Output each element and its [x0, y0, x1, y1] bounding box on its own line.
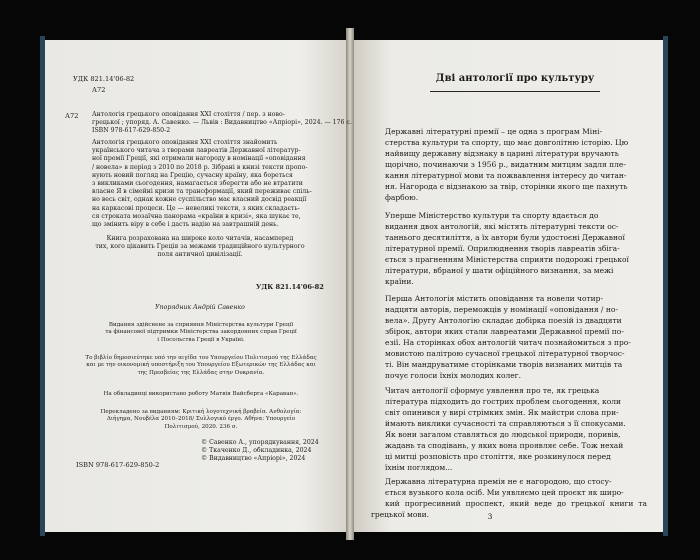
- page-title: Дві антології про культуру: [435, 73, 595, 84]
- cover-artwork-note: На обкладинці використано роботу Матвія Вайсберга «Караван».: [103, 391, 299, 397]
- text-line: Перша Антологія містить оповідання та новели чотир-: [385, 294, 604, 303]
- text-line: ймають виклики сучасності та справляються з її спокусами.: [385, 419, 626, 428]
- greek-statement: [70, 355, 332, 377]
- title-rule: [430, 91, 600, 92]
- text-line: Як вони загалом ставляться до людської природи, поривів,: [385, 430, 621, 439]
- annotation-line: на каркасові процеси. Це — невеликі тексти, з яких складаєть-: [92, 204, 300, 212]
- greek-line: Το βιβλίο δημοσιεύτηκε υπό την αιγίδα του Υπουργείου Πολιτισμού της Ελλάδας: [85, 355, 317, 361]
- copyright-line: © Видавництво «Апріорі», 2024: [201, 455, 306, 463]
- library-code-side: А72: [65, 112, 79, 120]
- catalog-line: грецької ; упоряд. А. Савенко. — Львів : Видавництво «Апріорі», 2024. — 176 с.: [92, 119, 352, 127]
- readership-note: [80, 235, 320, 260]
- readership-line: тих, кого цікавить Греція за межами традиційного культурного: [95, 243, 305, 251]
- paragraph-4: [371, 385, 647, 473]
- support-line: і Посольства Греції в Україні.: [157, 336, 245, 343]
- readership-line: Книга розрахована на широке коло читачів, насамперед: [106, 235, 294, 242]
- text-line: найвищу державну відзнаку в царині літератури вручають: [385, 149, 619, 158]
- text-line: літератури, вбраної у шати офіційного визнання, за межі: [385, 266, 614, 275]
- text-line: ня. Нагорода є відзнакою за твір, сторінки якого ще пахнуть: [385, 182, 628, 191]
- text-line: Уперше Міністерство культури та спорту вдається до: [385, 211, 599, 220]
- annotation-line: / новела» в період з 2010 по 2018 р. Зібрані в книзі тексти пропо-: [92, 163, 308, 171]
- text-line: мовистою палітрою сучасної грецької літературної творчос-: [385, 349, 625, 358]
- text-line: видання двох антологій, які містять літературні тексти ос-: [385, 222, 619, 231]
- text-line: вела». Другу Антологію складає добірка поезій із двадцяти: [385, 316, 622, 325]
- support-statement: [70, 322, 332, 344]
- copyright-line: © Савенко А., упорядкування, 2024: [201, 439, 319, 446]
- source-line: Πολιτισμού, 2020. 236 σ.: [164, 423, 238, 430]
- source-line: Διήγημα, Νουβέλα 2010–2018/ Συλλογικό έργο. Αθήνα: Υπουργείο: [106, 416, 296, 423]
- text-line: їхнім поглядом...: [385, 463, 453, 472]
- udc-code-bottom: УДК 821.14'06-82: [256, 283, 324, 291]
- support-line: та фінансової підтримки Міністерства закордонних справ Греції: [105, 329, 297, 336]
- support-line: Видання здійснене за сприяння Міністерства культури Греції: [108, 322, 294, 328]
- book-cover-edge-right: [663, 36, 668, 536]
- text-line: Читач антології сформує уявлення про те, як грецька: [385, 386, 600, 395]
- paragraph-3: [371, 293, 647, 381]
- paragraph-2: [371, 210, 647, 287]
- annotation-line: Антологія грецького оповідання XXI століття знайомить: [92, 139, 278, 146]
- catalog-record: [92, 111, 352, 136]
- book-spine: [346, 28, 354, 540]
- text-line: література підходить до гострих проблем сьогодення, коли: [385, 397, 621, 406]
- readership-line: поля античної цивілізації.: [157, 251, 243, 259]
- udc-code-top: УДК 821.14'06-82: [73, 75, 135, 83]
- text-line: почує голоси їхніх молодих колег.: [385, 371, 521, 380]
- annotation-line: українського читача з творами лавреатів Державної літератур-: [92, 147, 301, 155]
- text-line: світ опинився у вирі стрімких змін. Як майстри слова при-: [385, 408, 619, 417]
- paragraph-1: [371, 126, 647, 203]
- copyright-line: © Ткаченко Д., обкладинка, 2024: [201, 447, 312, 455]
- annotation-line: ної премії Греції, які отримали нагороду в номінації «оповідання: [92, 155, 306, 163]
- text-line: фарбою.: [385, 193, 419, 202]
- annotation-line: нують новий погляд на Грецію, сучасну країну, яка бореться: [92, 171, 293, 179]
- annotation-line: власне Я в сімейні кризи та трансформації, який переживає спіль-: [92, 188, 312, 196]
- text-line: надцяти авторів, переможців у номінації «оповідання / но-: [385, 305, 618, 314]
- text-line: Державна літературна премія не є нагородою, що стосу-: [385, 477, 612, 486]
- text-line: кання літературної мови та пожвавлення інтересу до читан-: [385, 171, 627, 180]
- text-line: таннього десятиліття, а їх автори були удостоєні Державної: [385, 233, 625, 242]
- library-code-top: А72: [92, 86, 106, 94]
- annotation-line: ся строката мозаїчна панорама «країни в кризі», яка шукає те,: [92, 212, 301, 220]
- text-line: країни.: [385, 277, 414, 286]
- text-line: літературної премії. Оприлюднення творів лавреатів збіга-: [385, 244, 620, 253]
- isbn-line: ISBN 978-617-629-850-2: [92, 127, 171, 135]
- greek-line: και με την οικονομική υποστήριξη του Υπουργείου Εξωτερικών της Ελλάδας και: [86, 362, 316, 369]
- text-line: Державні літературні премії – це одна з програм Міні-: [385, 127, 603, 136]
- text-line: збірок, автори яких стали лавреатами Державної премії по-: [385, 327, 624, 336]
- text-line: жадань та сподівань, у яких вона проявляє себе. Тож нехай: [385, 441, 624, 450]
- text-line: ці митці розповість про століття, яке розкинулося перед: [385, 452, 611, 461]
- greek-line: της Πρεσβείας της Ελλάδας στην Ουκρανία.: [137, 369, 265, 376]
- compiler-credit: Упорядник Андрій Савенко: [155, 304, 245, 311]
- annotation-line: що змінить віру в себе і дасть надію на завтрашній день.: [92, 221, 279, 229]
- isbn-bottom: ISBN 978-617-629-850-2: [76, 461, 160, 469]
- catalog-line: Антологія грецького оповідання XXI століття / пер. з ново-: [92, 111, 285, 118]
- copyright-block: [201, 439, 319, 464]
- source-line: Перекладено за виданням: Κριτική λογοτεχνική βραβεία. Ανθολογία:: [100, 409, 302, 415]
- text-line: щорічно, починаючи з 1956 р., видатним митцям задля пле-: [385, 160, 626, 169]
- page-number: 3: [487, 512, 493, 521]
- annotation-line: з викликами сьогодення, намагається зберегти або не втратити: [92, 180, 303, 188]
- text-line: ється вузького кола осіб. Ми уявляємо цей проєкт як широ-: [385, 488, 624, 497]
- annotation-line: но весь світ, однак кожне суспільство має власний досвід реакції: [92, 196, 307, 204]
- text-line: стерства культури та спорту, що має довголітню історію. Цю: [385, 138, 629, 147]
- annotation: [92, 139, 312, 229]
- source-edition: [70, 409, 332, 431]
- text-line: езії. На сторінках обох антологій читач познайомиться з про-: [385, 338, 631, 347]
- text-line: ті. Він мандруватиме сторінками творів визнаних митців та: [385, 360, 623, 369]
- text-line: ється з прагненням Міністерства сприяти подорожі грецької: [385, 255, 629, 264]
- text-line: кий прогресивний проспект, який веде до грецької книги та грецької мови.: [371, 499, 647, 519]
